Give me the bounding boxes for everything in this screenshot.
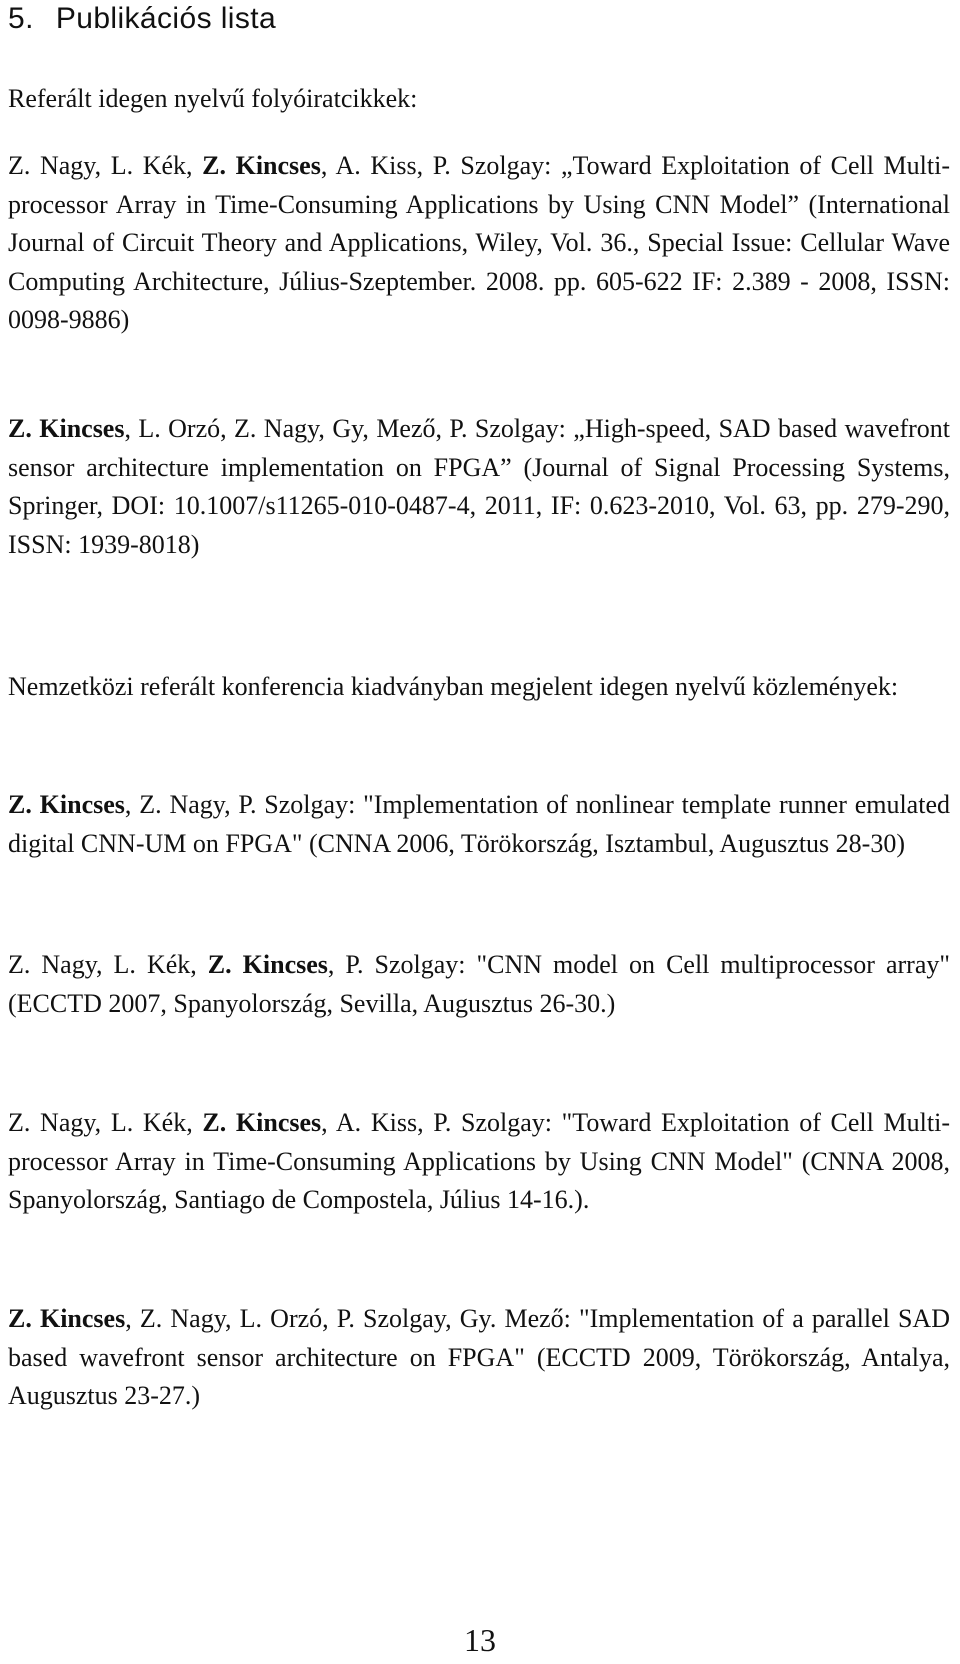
conference-paper-2 <box>8 946 950 1023</box>
citation-text: , P. Szolgay: "CNN model on Cell multiprocessor array" (ECCTD 2007, Spanyolország, Sevilla, Augusztus 26-30.) <box>8 950 950 1018</box>
citation-text: , Z. Nagy, P. Szolgay: "Implementation of nonlinear template runner emulated digital CNN-UM on FPGA" (CNNA 2006, Törökország, Isztambul, Augusztus 28-30) <box>8 790 950 858</box>
citation-text: , A. Kiss, P. Szolgay: „Toward Exploitation of Cell Multi-processor Array in Time-Consuming Applications by Using CNN Model” (International Journal of Circuit Theory and Applications, Wiley, Vol. 36., Special Issue: Cellular Wave Computing Architecture, Július-Szeptember. 2008. pp. 605-622 IF: 2.389 - 2008, ISSN: 0098-9886) <box>8 151 950 334</box>
authors-prefix: Z. Nagy, L. Kék, <box>8 1108 203 1137</box>
highlighted-author: Z. Kincses <box>202 1108 322 1137</box>
journal-article-1 <box>8 147 950 340</box>
conference-papers-heading: Nemzetközi referált konferencia kiadványban megjelent idegen nyelvű közlemények: <box>8 672 899 701</box>
conference-paper-4 <box>8 1300 950 1416</box>
highlighted-author: Z. Kincses <box>8 414 125 443</box>
highlighted-author: Z. Kincses <box>207 950 328 979</box>
page-number: 13 <box>464 1622 496 1658</box>
citation-text: , A. Kiss, P. Szolgay: "Toward Exploitation of Cell Multi-processor Array in Time-Consuming Applications by Using CNN Model" (CNNA 2008, Spanyolország, Santiago de Compostela, Július 14-16.). <box>8 1108 950 1214</box>
highlighted-author: Z. Kincses <box>8 790 125 819</box>
journal-articles-heading: Referált idegen nyelvű folyóiratcikkek: <box>8 84 418 113</box>
citation-text: , Z. Nagy, L. Orzó, P. Szolgay, Gy. Mező: "Implementation of a parallel SAD based wavefront sensor architecture on FPGA" (ECCTD 2009, Törökország, Antalya, Augusztus 23-27.) <box>8 1304 950 1410</box>
conference-paper-3 <box>8 1104 950 1220</box>
citation-text: , L. Orzó, Z. Nagy, Gy, Mező, P. Szolgay: „High-speed, SAD based wavefront sensor architecture implementation on FPGA” (Journal of Signal Processing Systems, Springer, DOI: 10.1007/s11265-010-0487-4, 2011, IF: 0.623-2010, Vol. 63, pp. 279-290, ISSN: 1939-8018) <box>8 414 950 559</box>
section-heading <box>8 0 276 38</box>
section-title: Publikációs lista <box>55 2 277 35</box>
authors-prefix: Z. Nagy, L. Kék, <box>8 151 203 180</box>
journal-article-2 <box>8 410 950 564</box>
highlighted-author: Z. Kincses <box>8 1304 126 1333</box>
conference-paper-1 <box>8 786 950 863</box>
authors-prefix: Z. Nagy, L. Kék, <box>8 950 208 979</box>
section-number: 5. <box>8 2 34 35</box>
highlighted-author: Z. Kincses <box>202 151 321 180</box>
